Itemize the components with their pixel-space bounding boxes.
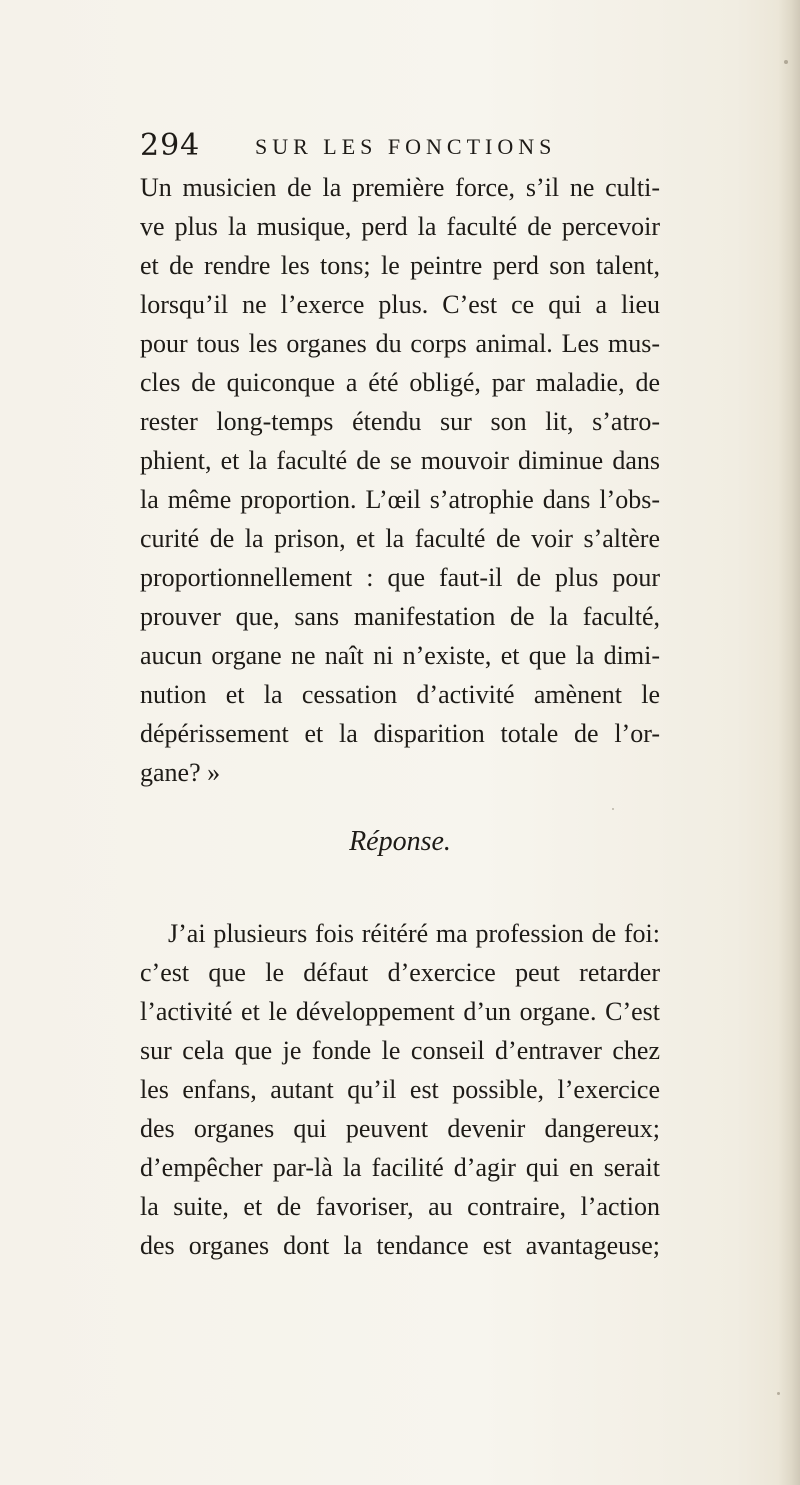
text-line: des organes dont la tendance est avantageuse; xyxy=(140,1231,660,1260)
text-line: curité de la prison, et la faculté de voir s’altère xyxy=(140,524,660,553)
text-line: et de rendre les tons; le peintre perd son talent, xyxy=(140,251,660,280)
text-line: l’activité et le développement d’un organe. C’est xyxy=(140,997,660,1026)
text-line: ve plus la musique, perd la faculté de percevoir xyxy=(140,212,660,241)
paper-speck xyxy=(612,808,614,810)
paper-speck xyxy=(777,1392,780,1395)
paragraph-1 xyxy=(140,168,660,792)
text-line: gane? » xyxy=(140,758,221,787)
paragraph-2 xyxy=(140,914,660,1265)
page-edge-shadow xyxy=(778,0,800,1485)
text-line: sur cela que je fonde le conseil d’entraver chez xyxy=(140,1036,660,1065)
text-line: proportionnellement : que faut-il de plus pour xyxy=(140,563,660,592)
text-line: la même proportion. L’œil s’atrophie dans l’obs- xyxy=(140,485,660,514)
paper-speck xyxy=(784,60,788,64)
text-line: pour tous les organes du corps animal. Les mus- xyxy=(140,329,660,358)
section-heading: Réponse. xyxy=(349,826,451,857)
text-line: phient, et la faculté de se mouvoir diminue dans xyxy=(140,446,660,475)
text-line: cles de quiconque a été obligé, par maladie, de xyxy=(140,368,660,397)
text-line: les enfans, autant qu’il est possible, l’exercice xyxy=(140,1075,660,1104)
text-line: aucun organe ne naît ni n’existe, et que la dimi- xyxy=(140,641,660,670)
text-line: la suite, et de favoriser, au contraire, l’action xyxy=(140,1192,660,1221)
text-line: lorsqu’il ne l’exerce plus. C’est ce qui a lieu xyxy=(140,290,660,319)
text-line: des organes qui peuvent devenir dangereux; xyxy=(140,1114,660,1143)
running-head: SUR LES FONCTIONS xyxy=(255,134,557,159)
text-line: J’ai plusieurs fois réitéré ma profession de foi: xyxy=(168,919,660,948)
page-header xyxy=(140,128,660,168)
text-line: c’est que le défaut d’exercice peut retarder xyxy=(140,958,660,987)
text-line: rester long-temps étendu sur son lit, s’atro- xyxy=(140,407,660,436)
page-number: 294 xyxy=(140,128,201,163)
text-line: dépérissement et la disparition totale de l’or- xyxy=(140,719,660,748)
text-line: prouver que, sans manifestation de la faculté, xyxy=(140,602,660,631)
text-line: nution et la cessation d’activité amènent le xyxy=(140,680,660,709)
text-line: Un musicien de la première force, s’il ne culti- xyxy=(140,173,660,202)
text-line: d’empêcher par-là la facilité d’agir qui en serait xyxy=(140,1153,660,1182)
